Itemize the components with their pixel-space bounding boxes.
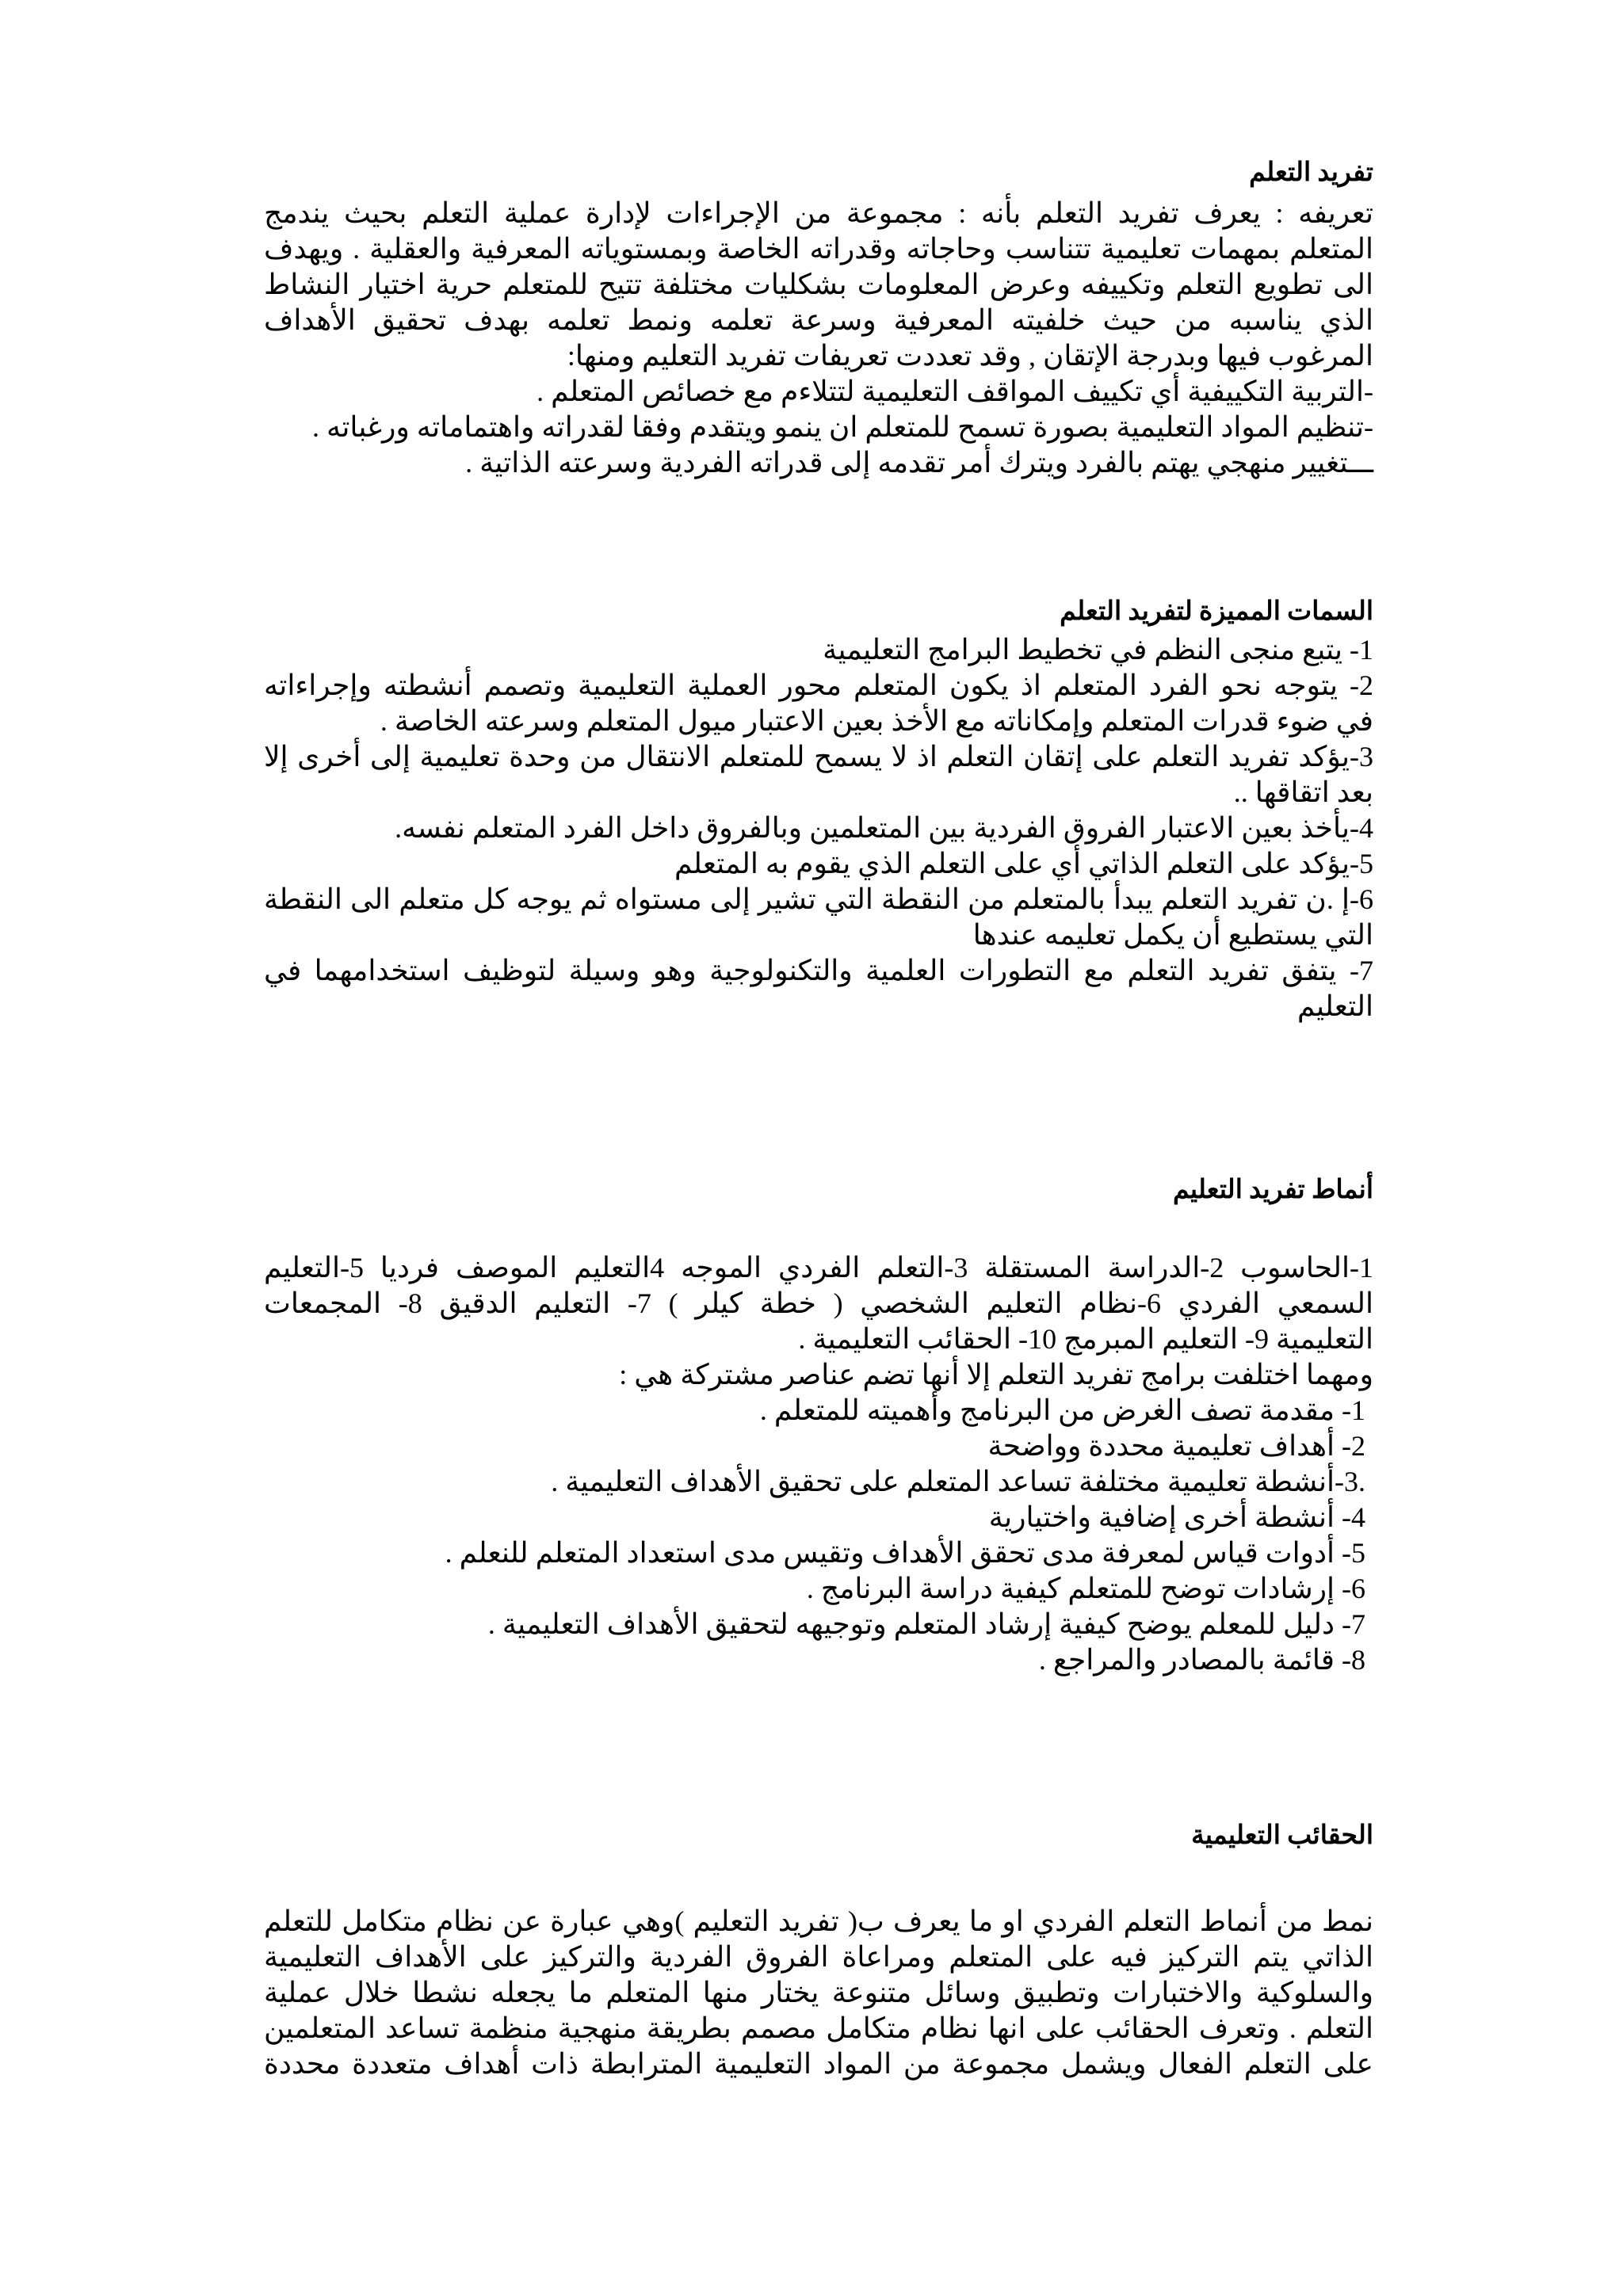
section-title-individualized-learning: تفريد التعلم (1249, 158, 1373, 187)
list-item-continuation: في ضوء قدرات المتعلم وإمكاناته مع الأخذ بعين الاعتبار ميول المتعلم وسرعته الخاصة . (380, 705, 1373, 737)
list-item: 7- دليل للمعلم يوضح كيفية إرشاد المتعلم وتوجيهه لتحقيق الأهداف التعليمية . (487, 1608, 1365, 1640)
list-item: 5- أدوات قياس لمعرفة مدى تحقق الأهداف وتقيس مدى استعداد المتعلم للنعلم . (445, 1537, 1365, 1569)
text-line: على التعلم الفعال ويشمل مجموعة من المواد التعليمية المترابطة ذات أهداف متعددة محددة (264, 2048, 1373, 2080)
list-item: 2- يتوجه نحو الفرد المتعلم اذ يكون المتعلم محور العملية التعليمية وتصمم أنشطته وإجراءاته (264, 669, 1373, 701)
text-line: والسلوكية والاختبارات وتطبيق وسائل متنوعة يختار منها المتعلم ما يجعله نشطا خلال عملية (264, 1977, 1373, 2008)
list-item: 4- أنشطة أخرى إضافية واختيارية (988, 1501, 1365, 1533)
text-line: السمعي الفردي 6-نظام التعليم الشخصي ( خطة كيلر ) 7- التعليم الدقيق 8- المجمعات (264, 1287, 1373, 1319)
text-line: الى تطويع التعلم وتكييفه وعرض المعلومات بشكليات مختلفة تتيح للمتعلم حرية اختيار النشاط (264, 269, 1373, 300)
text-line: المتعلم بمهمات تعليمية تتناسب وحاجاته وقدراته الخاصة وبمستوياته المعرفية والعقلية . ويهدف (264, 233, 1373, 265)
list-item-continuation: التي يستطيع أن يكمل تعليمه عندها (972, 919, 1373, 951)
text-line: -تنظيم المواد التعليمية بصورة تسمح للمتعلم ان ينمو ويتقدم وفقا لقدراته واهتماماته ورغباته . (312, 411, 1373, 443)
text-line: التعليمية 9- التعليم المبرمج 10- الحقائب التعليمية . (798, 1323, 1373, 1355)
list-item-continuation: التعليم (1297, 990, 1373, 1022)
section-body-learning-packages (264, 1904, 1373, 2082)
text-line: الذاتي يتم التركيز فيه على المتعلم ومراعاة الفروق الفردية والتركيز على الأهداف التعليمية (264, 1941, 1373, 1973)
list-item: .3-أنشطة تعليمية مختلفة تساعد المتعلم على تحقيق الأهداف التعليمية . (551, 1466, 1365, 1497)
list-item: 7- يتفق تفريد التعلم مع التطورات العلمية والتكنولوجية وهو وسيلة لتوظيف استخدامهما في (264, 955, 1373, 986)
section-body-definition (264, 196, 1373, 481)
text-line: التعلم . وتعرف الحقائب على انها نظام متكامل مصمم بطريقة منهجية منظمة تساعد المتعلمين (264, 2012, 1373, 2044)
section-title-patterns: أنماط تفريد التعليم (1172, 1176, 1373, 1204)
text-line: 1-الحاسوب 2-الدراسة المستقلة 3-التعلم الفردي الموجه 4التعليم الموصف فرديا 5-التعليم (264, 1252, 1373, 1283)
list-item: 6-إ .ن تفريد التعلم يبدأ بالمتعلم من النقطة التي تشير إلى مستواه ثم يوجه كل متعلم الى النقطة (264, 883, 1373, 915)
text-line: ومهما اختلفت برامج تفريد التعلم إلا أنها تضم عناصر مشتركة هي : (619, 1359, 1373, 1390)
text-line: تعريفه : يعرف تفريد التعلم بأنه : مجموعة من الإجراءات لإدارة عملية التعلم بحيث يندمج (264, 197, 1373, 229)
section-body-patterns (264, 1250, 1373, 1678)
text-line: -التربية التكييفية أي تكييف المواقف التعليمية لتتلاءم مع خصائص المتعلم . (537, 376, 1373, 407)
list-item: 3-يؤكد تفريد التعلم على إتقان التعلم اذ لا يسمح للمتعلم الانتقال من وحدة تعليمية إلى أخرى إلا (264, 741, 1373, 772)
text-line: الذي يناسبه من حيث خلفيته المعرفية وسرعة تعلمه ونمط تعلمه بهدف تحقيق الأهداف (264, 304, 1373, 336)
list-item: 6- إرشادات توضح للمتعلم كيفية دراسة البرنامج . (806, 1573, 1365, 1604)
list-item: 1- يتبع منجى النظم في تخطيط البرامج التعليمية (823, 634, 1373, 666)
list-item: 4-يأخذ بعين الاعتبار الفروق الفردية بين المتعلمين وبالفروق داخل الفرد المتعلم نفسه. (395, 812, 1373, 844)
text-line: المرغوب فيها وبدرجة الإتقان , وقد تعددت تعريفات تفريد التعليم ومنها: (567, 340, 1373, 372)
section-title-learning-packages: الحقائب التعليمية (1191, 1821, 1373, 1850)
list-item: 5-يؤكد على التعلم الذاتي أي على التعلم الذي يقوم به المتعلم (674, 848, 1373, 879)
text-line: نمط من أنماط التعلم الفردي او ما يعرف ب( تفريد التعليم )وهي عبارة عن نظام متكامل للتعلم (264, 1905, 1373, 1937)
text-line: ـــتغيير منهجي يهتم بالفرد ويترك أمر تقدمه إلى قدراته الفردية وسرعته الذاتية . (465, 447, 1373, 479)
section-title-distinctive-features: السمات المميزة لتفريد التعلم (1060, 597, 1373, 626)
list-item: 2- أهداف تعليمية محددة وواضحة (987, 1430, 1365, 1462)
list-item-continuation: بعد اتقاقها .. (1233, 776, 1373, 808)
list-item: 1- مقدمة تصف الغرض من البرنامج وأهميته للمتعلم . (759, 1394, 1365, 1426)
list-item: 8- قائمة بالمصادر والمراجع . (1038, 1644, 1365, 1676)
section-body-features (264, 632, 1373, 1024)
